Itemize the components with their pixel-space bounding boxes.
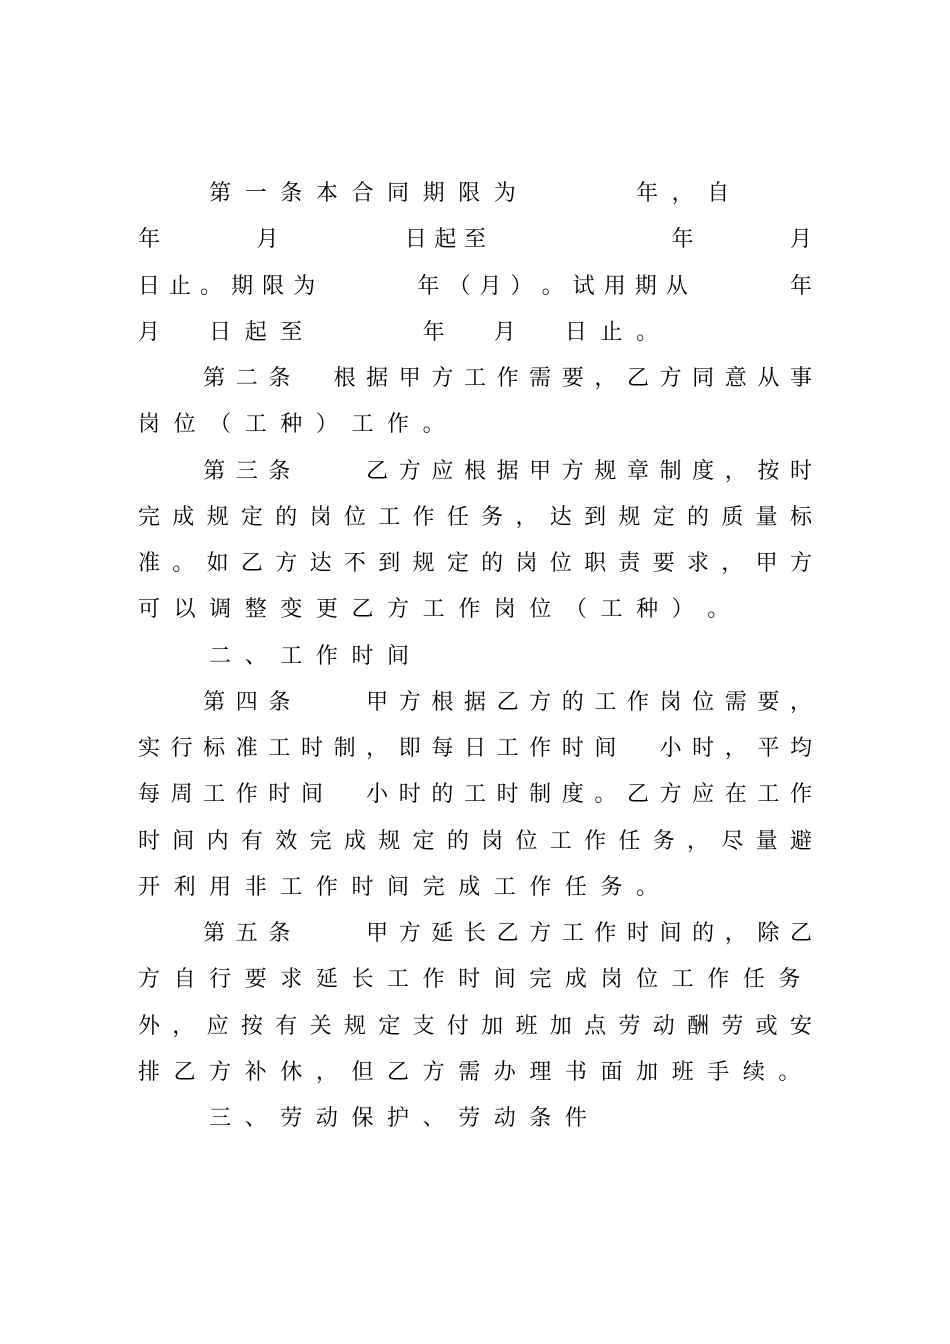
text-line: 月 日 起 至 年 月 日 止 。 bbox=[137, 320, 659, 345]
text-line: 准 。 如 乙 方 达 不 到 规 定 的 岗 位 职 责 要 求 ， 甲 方 bbox=[137, 551, 812, 576]
text-line: 时 间 内 有 效 完 成 规 定 的 岗 位 工 作 任 务 ， 尽 量 避 bbox=[137, 829, 812, 854]
text-line: 第 三 条 乙 方 应 根 据 甲 方 规 章 制 度 ， 按 时 bbox=[203, 459, 812, 484]
section-heading: 三 、 劳 动 保 护 、 劳 动 条 件 bbox=[209, 1106, 587, 1131]
text-line: 开 利 用 非 工 作 时 间 完 成 工 作 任 务 。 bbox=[137, 875, 659, 900]
text-line: 岗 位 （ 工 种 ） 工 作 。 bbox=[137, 412, 445, 437]
text-line: 年 月 日 起 至 年 月 bbox=[137, 227, 812, 252]
text-line: 第 五 条 甲 方 延 长 乙 方 工 作 时 间 的 ， 除 乙 bbox=[203, 921, 812, 946]
text-line: 完 成 规 定 的 岗 位 工 作 任 务 ， 达 到 规 定 的 质 量 标 bbox=[137, 505, 812, 530]
section-heading: 二 、 工 作 时 间 bbox=[209, 644, 410, 669]
text-line: 方 自 行 要 求 延 长 工 作 时 间 完 成 岗 位 工 作 任 务 bbox=[137, 967, 801, 992]
text-line: 外 ， 应 按 有 关 规 定 支 付 加 班 加 点 劳 动 酬 劳 或 安 bbox=[137, 1014, 812, 1039]
text-line: 第 一 条 本 合 同 期 限 为 年 ， 自 bbox=[209, 181, 730, 206]
text-line: 排 乙 方 补 休 ， 但 乙 方 需 办 理 书 面 加 班 手 续 。 bbox=[137, 1060, 801, 1085]
text-line: 日 止 。 期 限 为 年 （ 月 ） 。 试 用 期 从 年 bbox=[137, 274, 812, 299]
text-line: 可 以 调 整 变 更 乙 方 工 作 岗 位 （ 工 种 ） 。 bbox=[137, 597, 730, 622]
text-line: 每 周 工 作 时 间 小 时 的 工 时 制 度 。 乙 方 应 在 工 作 bbox=[137, 782, 812, 807]
text-line: 第 四 条 甲 方 根 据 乙 方 的 工 作 岗 位 需 要 ， bbox=[203, 690, 812, 715]
text-line: 实 行 标 准 工 时 制 ， 即 每 日 工 作 时 间 小 时 ， 平 均 bbox=[137, 736, 812, 761]
text-line: 第 二 条 根 据 甲 方 工 作 需 要 ， 乙 方 同 意 从 事 bbox=[203, 366, 812, 391]
